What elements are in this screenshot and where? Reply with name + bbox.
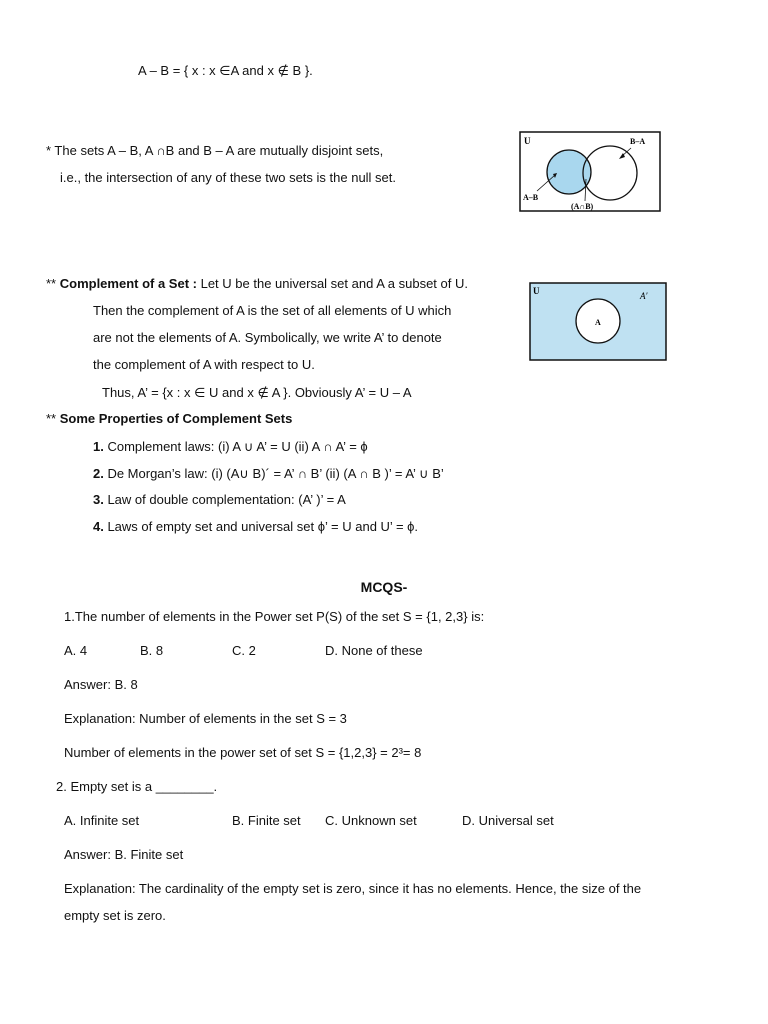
intersection-label: (A∩B) xyxy=(571,202,594,211)
properties-heading: ** Some Properties of Complement Sets xyxy=(46,411,293,426)
a-prime-label: A′ xyxy=(640,291,648,301)
set-difference-formula: A – B = { x : x ∈A and x ∉ B }. xyxy=(138,63,313,78)
q1-option-a: A. 4 xyxy=(64,643,88,658)
venn-diagram-difference xyxy=(519,131,661,213)
complement-line4: the complement of A with respect to U. xyxy=(93,357,315,372)
q2-explanation-1: Explanation: The cardinality of the empty set is zero, since it has no elements. Hence, the size of the xyxy=(64,881,642,896)
complement-formula: Thus, A’ = {x : x ∈ U and x ∉ A }. Obviously A’ = U – A xyxy=(102,385,412,400)
a-minus-b-label: A–B xyxy=(523,193,539,202)
q2-option-a: A. Infinite set xyxy=(64,813,140,828)
property-item-2: 2. De Morgan’s law: (i) (A∪ B)´ = A’ ∩ B’ (ii) (A ∩ B )’ = A’ ∪ B’ xyxy=(93,466,444,481)
q1-option-b: B. 8 xyxy=(140,643,164,658)
a-label: A xyxy=(595,318,601,327)
q2-option-d: D. Universal set xyxy=(462,813,554,828)
q2-option-b: B. Finite set xyxy=(232,813,301,828)
property-item-3: 3. Law of double complementation: (A’ )’ = A xyxy=(93,492,346,507)
q1-question: 1.The number of elements in the Power set P(S) of the set S = {1, 2,3} is: xyxy=(64,609,485,624)
q2-explanation-2: empty set is zero. xyxy=(64,908,166,923)
q2-question: 2. Empty set is a ________. xyxy=(56,779,218,794)
q2-option-c: C. Unknown set xyxy=(325,813,417,828)
q1-option-d: D. None of these xyxy=(325,643,423,658)
venn-diagram-complement xyxy=(529,282,667,361)
property-item-4: 4. Laws of empty set and universal set ϕ’ = U and U’ = ϕ. xyxy=(93,519,419,534)
q1-explanation-2: Number of elements in the power set of set S = {1,2,3} = 2³= 8 xyxy=(64,745,422,760)
complement-heading: ** Complement of a Set : Let U be the universal set and A a subset of U. xyxy=(46,276,468,291)
mcqs-title: MCQS- xyxy=(360,579,408,595)
q1-explanation-1: Explanation: Number of elements in the set S = 3 xyxy=(64,711,347,726)
disjoint-note-line1: * The sets A – B, A ∩B and B – A are mutually disjoint sets, xyxy=(46,143,384,158)
property-item-1: 1. Complement laws: (i) A ∪ A’ = U (ii) A ∩ A’ = ϕ xyxy=(93,439,368,454)
b-minus-a-label: B–A xyxy=(630,137,646,146)
complement-line2: Then the complement of A is the set of all elements of U which xyxy=(93,303,452,318)
q1-option-c: C. 2 xyxy=(232,643,256,658)
q2-answer: Answer: B. Finite set xyxy=(64,847,184,862)
complement-line3: are not the elements of A. Symbolically, we write A’ to denote xyxy=(93,330,442,345)
q1-answer: Answer: B. 8 xyxy=(64,677,138,692)
u-label: U xyxy=(533,286,540,296)
u-label: U xyxy=(524,136,531,146)
disjoint-note-line2: i.e., the intersection of any of these two sets is the null set. xyxy=(60,170,397,185)
